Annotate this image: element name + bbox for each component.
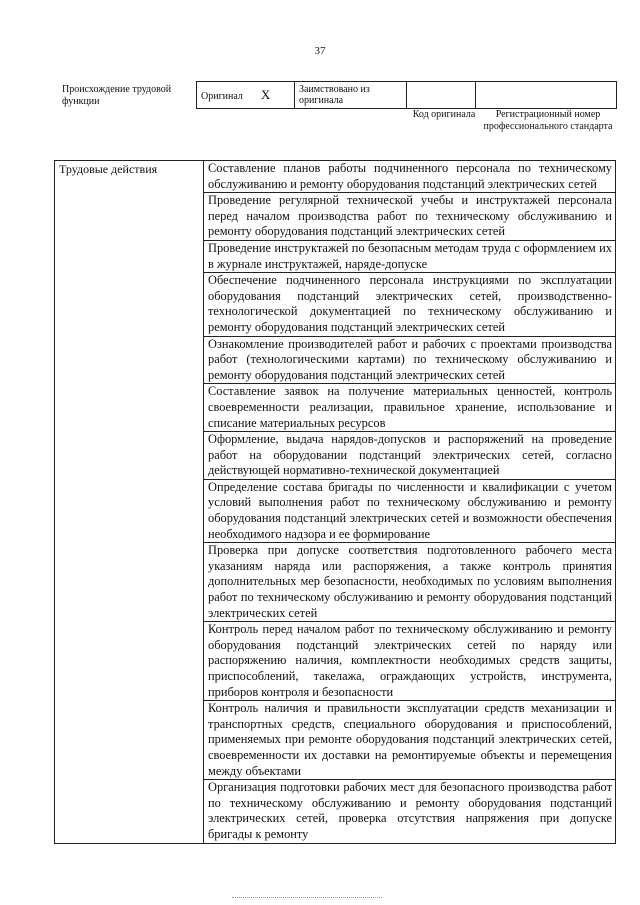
labor-action-item: Оформление, выдача нарядов-допусков и распоряжений на проведение работ на оборудовании подстанций электрических сетей, согласно действующей нормативно-технической документацией — [204, 432, 616, 480]
labor-action-item: Организация подготовки рабочих мест для безопасного производства работ по техническому обслуживанию и ремонту оборудования подстанций электрических сетей, проверка отсутствия напряжения при допуске бригады к ремонту — [204, 780, 616, 843]
origin-table — [196, 81, 617, 109]
labor-actions-table — [54, 160, 616, 844]
labor-actions-label: Трудовые действия — [55, 161, 204, 844]
labor-action-item: Проведение регулярной технической учебы и инструктажей персонала перед началом производства работ по техническому обслуживанию и ремонту оборудования подстанций электрических сетей — [204, 193, 616, 241]
scan-edge-mark — [232, 897, 382, 900]
original-cell — [197, 82, 295, 109]
original-mark: X — [260, 87, 271, 102]
code-cell — [407, 82, 476, 109]
registration-caption: Регистрационный номер профессионального стандарта — [483, 109, 613, 132]
labor-action-item: Контроль перед началом работ по техническому обслуживанию и ремонту оборудования подстанций электрических сетей по наряду или распоряжению наличия, комплектности необходимых средств защиты, приспособлений, такелажа, ограждающих устройств, инструмента, приборов контроля и безопасности — [204, 622, 616, 701]
labor-action-item: Составление заявок на получение материальных ценностей, контроль своевременности реализации, правильное хранение, использование и списание материальных ресурсов — [204, 384, 616, 432]
original-label: Оригинал — [201, 91, 243, 102]
page-number: 37 — [314, 45, 326, 57]
labor-action-item: Обеспечение подчиненного персонала инструкциями по эксплуатации оборудования подстанций электрических сетей, производственно-технологической документацией по техническому обслуживанию и ремонту оборудования подстанций электрических сетей — [204, 273, 616, 336]
registration-cell — [476, 82, 617, 109]
labor-action-item: Определение состава бригады по численности и квалификации с учетом условий выполнения работ по техническому обслуживанию и ремонту оборудования подстанций электрических сетей и возможности обеспечения необходимого надзора и ее формирование — [204, 479, 616, 542]
code-caption: Код оригинала — [412, 109, 476, 120]
origin-label: Происхождение трудовой функции — [62, 84, 172, 107]
labor-action-item: Ознакомление производителей работ и рабочих с проектами производства работ (технологическими картами) по техническому обслуживанию и ремонту оборудования подстанций электрических сетей — [204, 336, 616, 384]
labor-action-item: Проведение инструктажей по безопасным методам труда с оформлением их в журнале инструктажей, наряде-допуске — [204, 240, 616, 272]
labor-action-item: Проверка при допуске соответствия подготовленного рабочего места указаниям наряда или распоряжения, а также контроль принятия дополнительных мер безопасности, необходимых по условиям выполнения работ по техническому обслуживанию и ремонту оборудования подстанций электрических сетей — [204, 543, 616, 622]
borrowed-cell: Заимствовано из оригинала — [295, 82, 407, 109]
labor-action-item: Контроль наличия и правильности эксплуатации средств механизации и транспортных средств, специального оборудования и приспособлений, применяемых при ремонте оборудования подстанций электрических сетей, своевременности их доставки на ремонтируемые объекты и перемещения между объектами — [204, 701, 616, 780]
labor-action-item: Составление планов работы подчиненного персонала по техническому обслуживанию и ремонту оборудования подстанций электрических сетей — [204, 161, 616, 193]
